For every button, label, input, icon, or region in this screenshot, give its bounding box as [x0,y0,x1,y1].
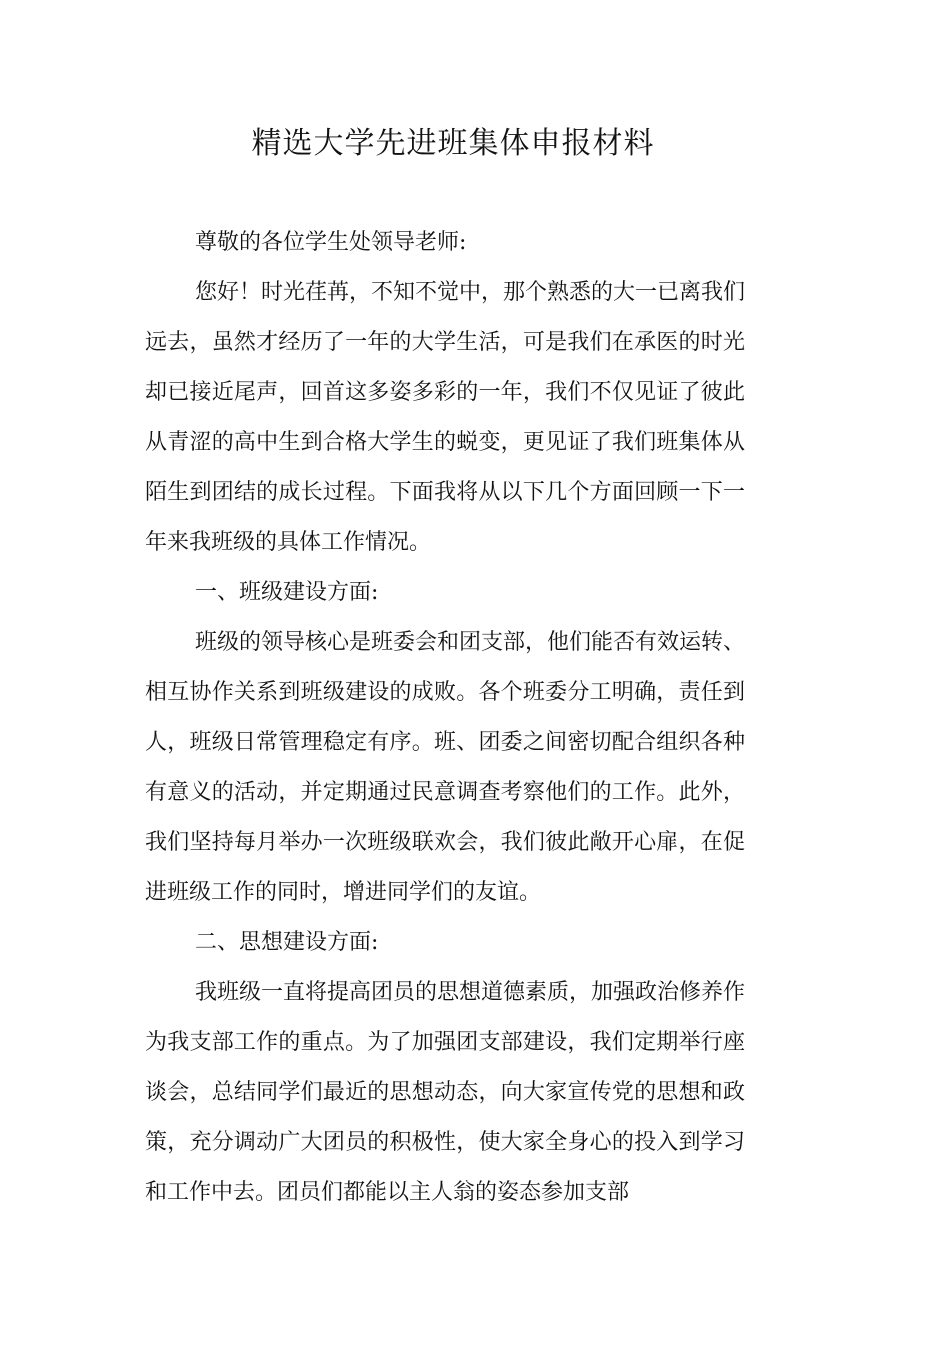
salutation: 尊敬的各位学生处领导老师: [195,230,467,255]
document-title: 精选大学先进班集体申报材料 [251,126,655,161]
section-text-class-building: 班级的领导核心是班委会和团支部，他们能否有效运转、相互协作关系到班级建设的成败。各个班委分工明确，责任到人，班级日常管理稳定有序。班、团委之间密切配合组织各种有意义的活动，并定期通过民意调查考察他们的工作。此外，我们坚持每月举办一次班级联欢会，我们彼此敞开心扉，在促进班级工作的同时，增进同学们的友谊。 [145,630,746,905]
document-body [145,218,745,1218]
section-text-ideology: 我班级一直将提高团员的思想道德素质，加强政治修养作为我支部工作的重点。为了加强团支部建设，我们定期举行座谈会，总结同学们最近的思想动态，向大家宣传党的思想和政策，充分调动广大团员的积极性，使大家全身心的投入到学习和工作中去。团员们都能以主人翁的姿态参加支部 [145,980,746,1205]
section-heading-class-building: 一、班级建设方面: [195,580,379,605]
section-heading-ideology: 二、思想建设方面: [195,930,379,955]
intro-paragraph: 您好！时光荏苒，不知不觉中，那个熟悉的大一已离我们远去，虽然才经历了一年的大学生活，可是我们在承医的时光却已接近尾声，回首这多姿多彩的一年，我们不仅见证了彼此从青涩的高中生到合格大学生的蜕变，更见证了我们班集体从陌生到团结的成长过程。下面我将从以下几个方面回顾一下一年来我班级的具体工作情况。 [145,280,746,555]
